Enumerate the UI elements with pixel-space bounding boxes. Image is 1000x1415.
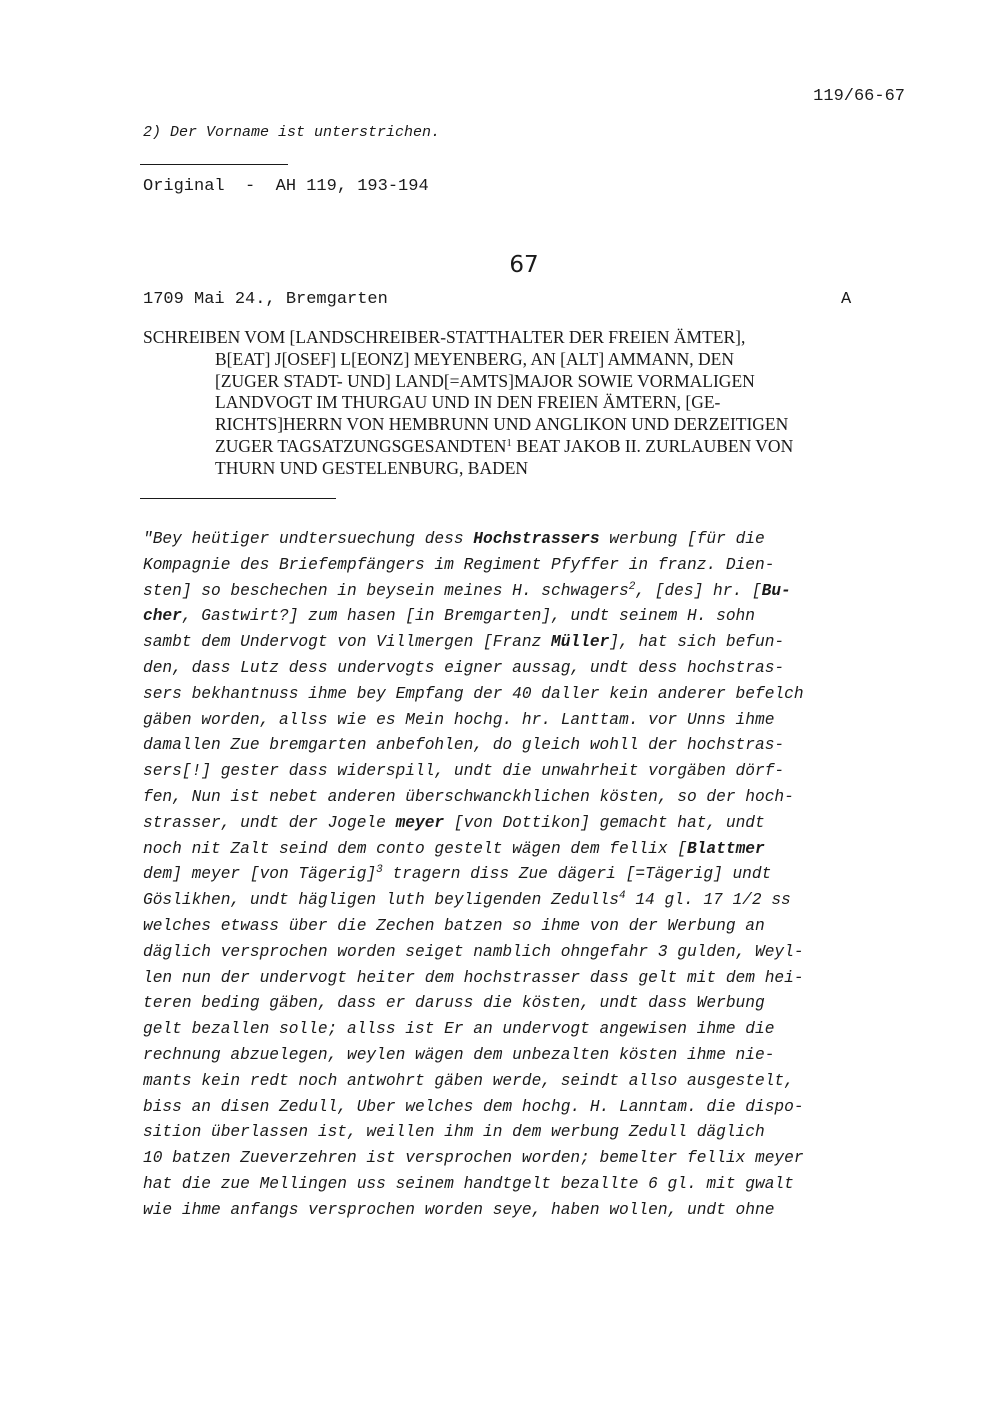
body-line: sition überlassen ist, weillen ihm in dem werbung Zedull däglich xyxy=(143,1123,765,1142)
name-emphasis: cher xyxy=(143,607,182,626)
body-line: hat die zue Mellingen uss seinem handtgelt bezallte 6 gl. mit gwalt xyxy=(143,1174,794,1193)
body-line: rechnung abzuelegen, weylen wägen dem unbezalten kösten ihme nie- xyxy=(143,1045,775,1064)
body-line: damallen Zue bremgarten anbefohlen, do gleich wohll der hochstras- xyxy=(143,736,785,755)
heading-line: B[EAT] J[OSEF] L[EONZ] MEYENBERG, AN [ALT] AMMANN, DEN xyxy=(215,348,734,369)
footnote-ref: 4 xyxy=(619,890,626,903)
name-emphasis: Hochstrassers xyxy=(473,530,600,548)
heading-text: BEAT JAKOB II. ZURLAUBEN VON xyxy=(511,435,794,456)
name-emphasis: meyer xyxy=(395,813,445,832)
document-heading xyxy=(143,327,903,480)
body-line: fen, Nun ist nebet anderen überschwanckhlichen kösten, so der hoch- xyxy=(143,787,794,806)
body-line: mants kein redt noch antwohrt gäben werde, seindt allso ausgestelt, xyxy=(143,1071,794,1090)
body-line: welches etwass über die Zechen batzen so ihme von der Werbung an xyxy=(143,916,765,935)
heading-text: ZUGER TAGSATZUNGSGESANDTEN xyxy=(215,435,507,456)
body-line: strasser, undt der Jogele meyer [von Dottikon] gemacht hat, undt xyxy=(143,813,765,832)
date-place-line: 1709 Mai 24., Bremgarten xyxy=(143,290,388,309)
name-emphasis: Bu- xyxy=(761,581,791,600)
previous-source-note: Original - AH 119, 193-194 xyxy=(143,177,429,196)
heading-line: LANDVOGT IM THURGAU UND IN DEN FREIEN ÄMTERN, [GE- xyxy=(215,392,721,413)
body-line: Göslikhen, undt hägligen luth beyligenden Zedulls$^4$ 14 gl. 17 1/2 ss xyxy=(143,890,791,910)
heading-divider xyxy=(140,498,336,499)
name-emphasis: Müller xyxy=(551,633,610,652)
body-line: sambt dem Undervogt von Villmergen [Franz Müller], hat sich befun- xyxy=(143,633,785,652)
footnote-ref: 2 xyxy=(628,580,636,593)
body-line: den, dass Lutz dess undervogts eigner aussag, undt dess hochstras- xyxy=(143,658,785,677)
body-line: sers bekhantnuss ihme bey Empfang der 40 daller kein anderer befelch xyxy=(143,684,804,703)
body-line: sten] so beschechen in beysein meines H. schwagers$^2$, [des] hr. [Bu- xyxy=(143,580,791,600)
body-line: cher, Gastwirt?] zum hasen [in Bremgarten], undt seinem H. sohn xyxy=(143,607,755,626)
previous-footnote: 2) Der Vorname ist unterstrichen. xyxy=(143,124,441,141)
name-emphasis: Blattmer xyxy=(687,839,765,858)
body-line: dem] meyer [von Tägerig]$^3$ tragern diss Zue dägeri [=Tägerig] undt xyxy=(143,864,772,884)
body-line: biss an disen Zedull, Uber welches dem hochg. H. Lanntam. die dispo- xyxy=(143,1097,804,1116)
footnote-ref: 1 xyxy=(506,436,512,449)
body-line: sers[!] gester dass widerspill, undt die unwahrheit vorgäben dörf- xyxy=(143,762,785,781)
body-line: gäben worden, allss wie es Mein hochg. hr. Lanttam. vor Unns ihme xyxy=(143,710,775,729)
footnote-divider xyxy=(140,164,288,165)
heading-line xyxy=(143,436,903,458)
body-line: teren beding gäben, dass er daruss die kösten, undt dass Werbung xyxy=(143,994,765,1013)
heading-line: RICHTS]HERRN VON HEMBRUNN UND ANGLIKON UND DERZEITIGEN xyxy=(215,414,789,435)
body-line: 10 batzen Zueverzehren ist versprochen worden; bemelter fellix meyer xyxy=(143,1149,804,1168)
heading-line: THURN UND GESTELENBURG, BADEN xyxy=(215,457,529,478)
body-line: noch nit Zalt seind dem conto gestelt wägen dem fellix [Blattmer xyxy=(143,839,765,858)
document-number: 67 xyxy=(509,252,539,278)
heading-line: [ZUGER STADT- UND] LAND[=AMTS]MAJOR SOWIE VORMALIGEN xyxy=(215,370,755,391)
body-line: Kompagnie des Briefempfängers im Regiment Pfyffer in franz. Dien- xyxy=(143,555,775,574)
letter-body xyxy=(143,527,923,1224)
page-reference: 119/66-67 xyxy=(813,87,905,106)
body-line: gelt bezallen solle; allss ist Er an undervogt angewisen ihme die xyxy=(143,1020,775,1039)
body-line: len nun der undervogt heiter dem hochstrasser dass gelt mit dem hei- xyxy=(143,968,804,987)
heading-line: SCHREIBEN VOM [LANDSCHREIBER-STATTHALTER DER FREIEN ÄMTER], xyxy=(143,327,746,347)
body-line: "Bey heütiger undtersuechung dess Hochstrassers werbung [für die xyxy=(143,530,765,548)
document-mark: A xyxy=(841,290,852,309)
footnote-ref: 3 xyxy=(376,864,383,877)
body-line: däglich versprochen worden seiget namblich ohngefahr 3 gulden, Weyl- xyxy=(143,942,804,961)
body-line: wie ihme anfangs versprochen worden seye, haben wollen, undt ohne xyxy=(143,1200,775,1219)
